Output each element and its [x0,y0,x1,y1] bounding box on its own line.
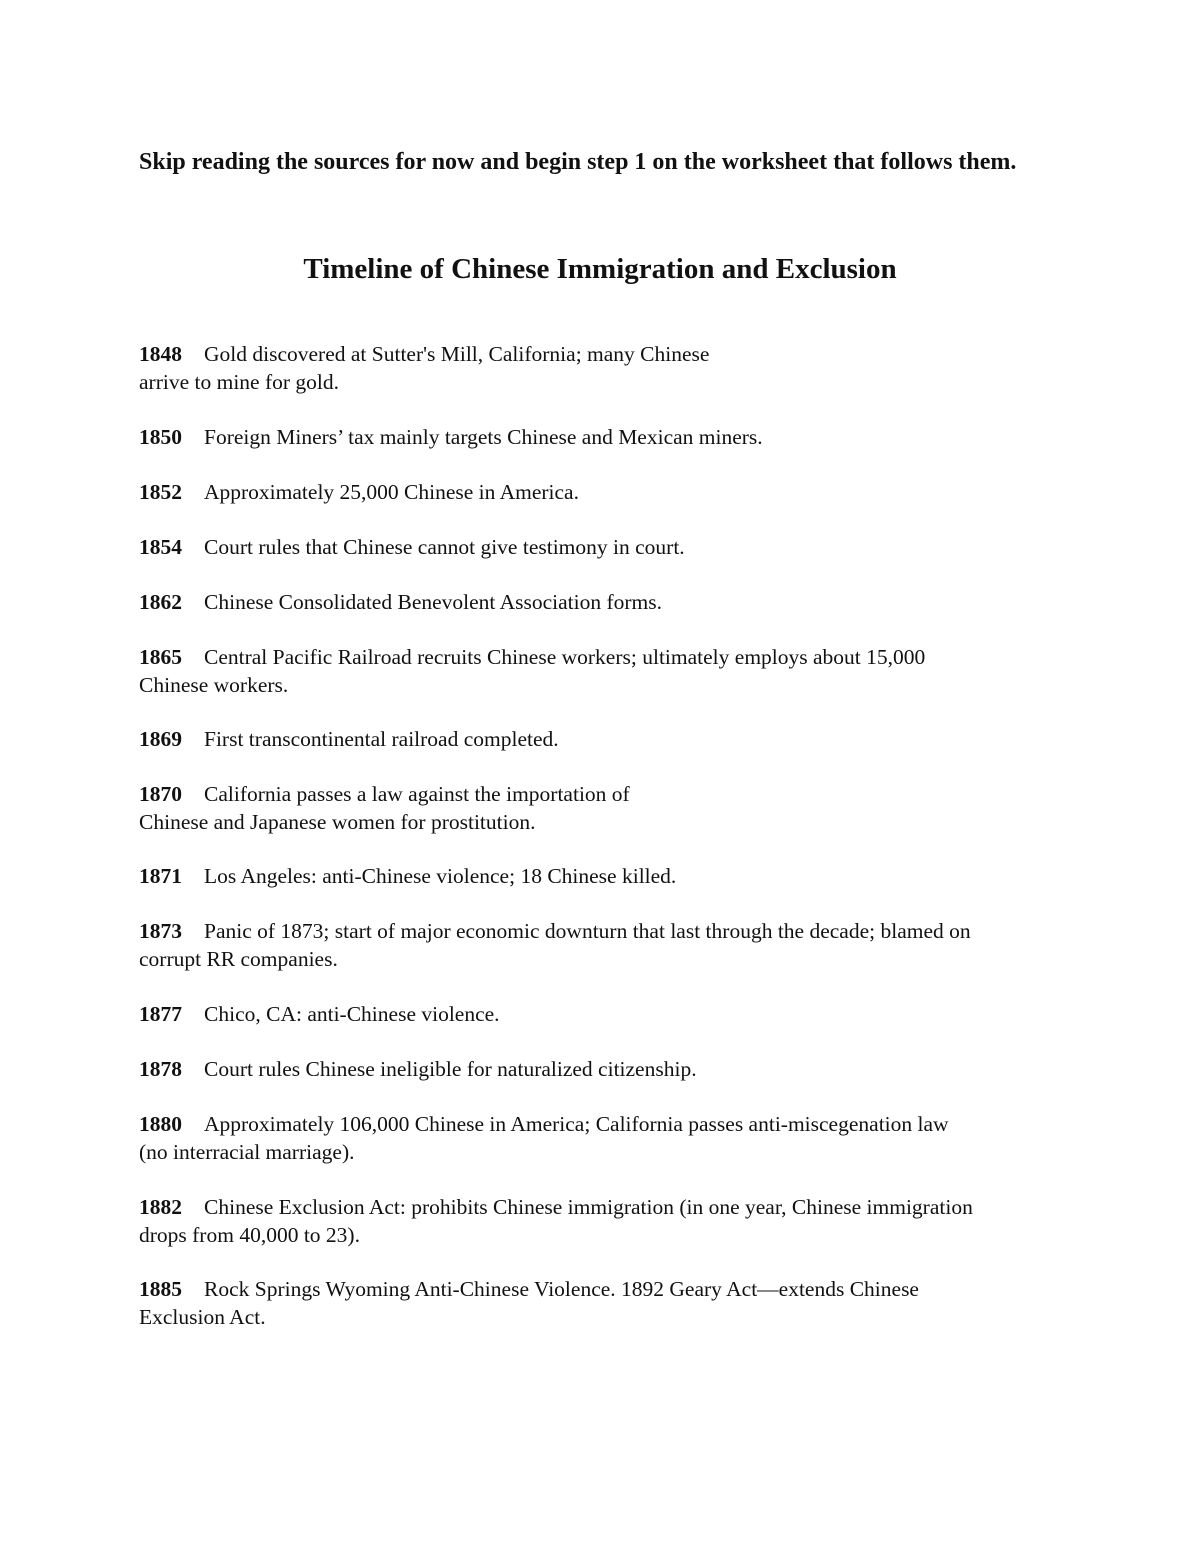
timeline-entry [139,1194,1069,1249]
timeline-entry [139,1001,1069,1029]
timeline-text: Approximately 25,000 Chinese in America. [204,480,579,504]
timeline-year: 1865 [139,645,182,669]
timeline-year: 1848 [139,342,182,366]
timeline-year: 1873 [139,919,182,943]
timeline-year: 1852 [139,480,182,504]
timeline-text: Gold discovered at Sutter's Mill, California; many Chinese [204,342,710,366]
timeline-year: 1882 [139,1195,182,1219]
timeline-year: 1870 [139,782,182,806]
timeline-year: 1877 [139,1002,182,1026]
timeline-entry [139,424,1069,452]
timeline-text: California passes a law against the importation of [204,782,630,806]
timeline-text-continued: arrive to mine for gold. [139,369,340,394]
timeline-entry [139,534,1069,562]
timeline-text: Court rules Chinese ineligible for naturalized citizenship. [204,1057,697,1081]
timeline-entry [139,589,1069,617]
timeline-year: 1854 [139,535,182,559]
timeline-entry [139,1276,1069,1331]
timeline-entry [139,781,1069,836]
timeline-text: Central Pacific Railroad recruits Chinese workers; ultimately employs about 15,000 [204,645,926,669]
timeline-entry [139,918,1069,973]
timeline-text-continued: Chinese workers. [139,672,289,697]
timeline-entry [139,1056,1069,1084]
timeline-year: 1885 [139,1277,182,1301]
timeline-year: 1862 [139,590,182,614]
timeline-text: Court rules that Chinese cannot give testimony in court. [204,535,685,559]
timeline-text: First transcontinental railroad completed. [204,727,559,751]
timeline-text: Approximately 106,000 Chinese in America; California passes anti-miscegenation law [204,1112,949,1136]
timeline-text: Los Angeles: anti-Chinese violence; 18 Chinese killed. [204,864,677,888]
timeline-text-continued: corrupt RR companies. [139,946,338,971]
timeline-entry [139,644,1069,699]
timeline-year: 1871 [139,864,182,888]
timeline-entry [139,479,1069,507]
timeline-entry [139,863,1069,891]
timeline-text: Panic of 1873; start of major economic downturn that last through the decade; blamed on [204,919,971,943]
instructions-text: Skip reading the sources for now and begin step 1 on the worksheet that follows them. [139,149,1017,175]
timeline-entry [139,341,1069,396]
timeline-year: 1869 [139,727,182,751]
timeline-text: Chico, CA: anti-Chinese violence. [204,1002,500,1026]
timeline-text: Rock Springs Wyoming Anti-Chinese Violence. 1892 Geary Act—extends Chinese [204,1277,919,1301]
timeline-year: 1850 [139,425,182,449]
timeline-text-continued: (no interracial marriage). [139,1139,355,1164]
page-title: Timeline of Chinese Immigration and Exclusion [303,253,897,285]
timeline-text-continued: Exclusion Act. [139,1304,266,1329]
timeline-text-continued: Chinese and Japanese women for prostitution. [139,809,536,834]
timeline-text: Chinese Consolidated Benevolent Association forms. [204,590,663,614]
timeline-text: Chinese Exclusion Act: prohibits Chinese immigration (in one year, Chinese immigration [204,1195,973,1219]
timeline-entry [139,1111,1069,1166]
timeline-year: 1878 [139,1057,182,1081]
timeline-text-continued: drops from 40,000 to 23). [139,1222,360,1247]
timeline-year: 1880 [139,1112,182,1136]
timeline-text: Foreign Miners’ tax mainly targets Chinese and Mexican miners. [204,425,763,449]
timeline-entry [139,726,1069,754]
